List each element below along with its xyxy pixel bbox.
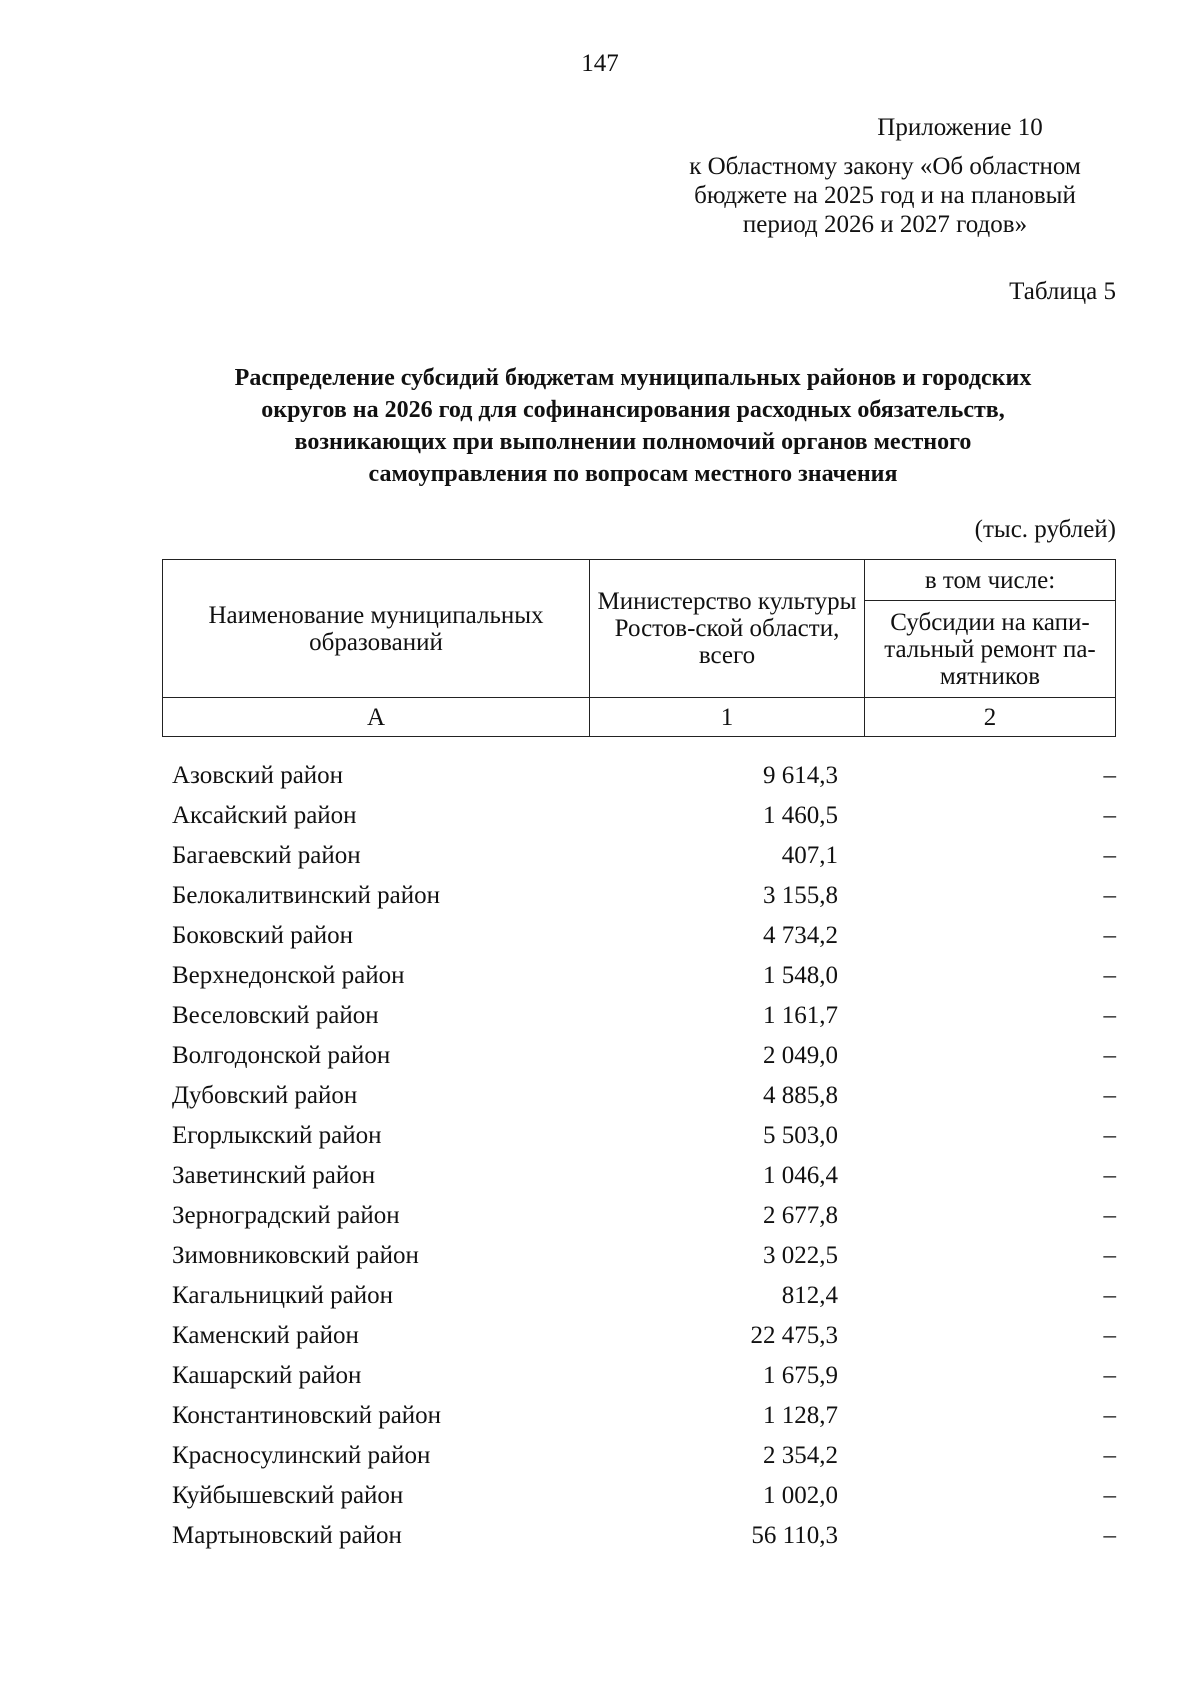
table-row [172,1316,1116,1356]
appendix-reference-line: бюджете на 2025 год и на плановый [694,182,1076,209]
row-capital-repair: – [1103,1522,1116,1549]
row-name: Мартыновский район [172,1522,402,1549]
row-name: Куйбышевский район [172,1482,404,1509]
column-index: А [163,698,590,737]
row-name: Веселовский район [172,1002,379,1029]
row-total: 1 161,7 [763,1002,838,1029]
row-total: 1 046,4 [763,1162,838,1189]
row-capital-repair: – [1103,1482,1116,1509]
table-row [172,1236,1116,1276]
row-capital-repair: – [1103,1202,1116,1229]
row-name: Верхнедонской район [172,962,405,989]
row-total: 2 677,8 [763,1202,838,1229]
table-row [172,836,1116,876]
row-total: 1 675,9 [763,1362,838,1389]
row-name: Кагальницкий район [172,1282,394,1309]
table-body [172,756,1116,1556]
row-name: Белокалитвинский район [172,882,440,909]
row-capital-repair: – [1103,1162,1116,1189]
appendix-label: Приложение 10 [877,114,1043,141]
table-row [172,1476,1116,1516]
row-name: Константиновский район [172,1402,442,1429]
row-name: Боковский район [172,922,353,949]
table-row [172,876,1116,916]
table-label: Таблица 5 [1009,278,1116,305]
title-line: самоуправления по вопросам местного значения [368,461,898,487]
row-capital-repair: – [1103,882,1116,909]
row-name: Дубовский район [172,1082,358,1109]
appendix-reference-line: период 2026 и 2027 годов» [742,211,1028,238]
row-total: 4 734,2 [763,922,838,949]
table-row [172,1196,1116,1236]
units-label: (тыс. рублей) [974,516,1116,543]
column-index: 2 [865,698,1116,737]
row-capital-repair: – [1103,1322,1116,1349]
table-row [172,1356,1116,1396]
table-header [162,559,1116,737]
row-capital-repair: – [1103,762,1116,789]
row-name: Зерноградский район [172,1202,400,1229]
row-total: 812,4 [781,1282,838,1309]
row-total: 5 503,0 [763,1122,838,1149]
row-name: Егорлыкский район [172,1122,382,1149]
row-total: 407,1 [781,842,838,869]
table-row [172,1276,1116,1316]
appendix-reference [640,152,1130,239]
row-total: 3 022,5 [763,1242,838,1269]
table-row [172,916,1116,956]
row-total: 56 110,3 [751,1522,838,1549]
header-including: в том числе: [865,560,1116,601]
table-row [172,796,1116,836]
row-total: 9 614,3 [763,762,838,789]
table-row [172,1396,1116,1436]
row-capital-repair: – [1103,802,1116,829]
header-total: Министерство культуры Ростов-ской области, всего [590,560,865,698]
row-capital-repair: – [1103,962,1116,989]
row-capital-repair: – [1103,922,1116,949]
row-name: Зимовниковский район [172,1242,419,1269]
header-capital-repair: Субсидии на капи-тальный ремонт па-мятников [865,601,1116,698]
row-total: 2 354,2 [763,1442,838,1469]
table-row [172,1156,1116,1196]
table-row [172,1076,1116,1116]
table-row [172,1436,1116,1476]
row-total: 4 885,8 [763,1082,838,1109]
row-name: Кашарский район [172,1362,362,1389]
header-name: Наименование муниципальных образований [163,560,590,698]
table-row [172,756,1116,796]
row-total: 22 475,3 [750,1322,838,1349]
row-name: Красносулинский район [172,1442,431,1469]
document-title [150,362,1116,490]
row-total: 1 002,0 [763,1482,838,1509]
row-capital-repair: – [1103,1282,1116,1309]
page-number: 147 [581,50,619,77]
row-name: Багаевский район [172,842,361,869]
row-capital-repair: – [1103,1122,1116,1149]
row-name: Каменский район [172,1322,359,1349]
table-row [172,996,1116,1036]
row-name: Заветинский район [172,1162,376,1189]
appendix-reference-line: к Областному закону «Об областном [689,153,1081,180]
row-capital-repair: – [1103,1082,1116,1109]
row-total: 1 128,7 [763,1402,838,1429]
row-capital-repair: – [1103,1442,1116,1469]
table-row [172,1036,1116,1076]
row-capital-repair: – [1103,1002,1116,1029]
column-index-row [163,698,1116,737]
row-total: 2 049,0 [763,1042,838,1069]
row-name: Волгодонской район [172,1042,391,1069]
title-line: Распределение субсидий бюджетам муниципальных районов и городских [234,365,1032,391]
row-capital-repair: – [1103,1042,1116,1069]
row-capital-repair: – [1103,1402,1116,1429]
table-row [172,1116,1116,1156]
title-line: возникающих при выполнении полномочий органов местного [294,429,972,455]
row-capital-repair: – [1103,1362,1116,1389]
row-total: 3 155,8 [763,882,838,909]
column-index: 1 [590,698,865,737]
row-total: 1 460,5 [763,802,838,829]
title-line: округов на 2026 год для софинансирования расходных обязательств, [261,397,1005,423]
row-name: Азовский район [172,762,344,789]
row-capital-repair: – [1103,1242,1116,1269]
row-total: 1 548,0 [763,962,838,989]
row-name: Аксайский район [172,802,357,829]
table-row [172,1516,1116,1556]
table-row [172,956,1116,996]
row-capital-repair: – [1103,842,1116,869]
